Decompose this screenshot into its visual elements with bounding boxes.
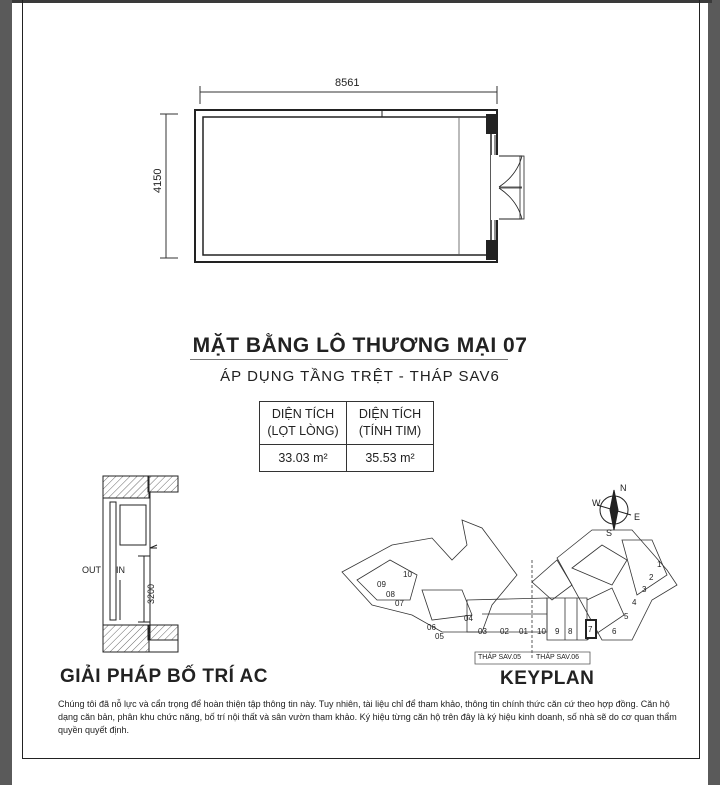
- compass-rose: [597, 490, 631, 530]
- keyplan-unit-09: 09: [377, 580, 386, 589]
- plan-height-label: 4150: [152, 168, 164, 193]
- disclaimer-text: Chúng tôi đã nỗ lực và cẩn trọng để hoàn thiện tập thông tin này. Tuy nhiên, tài liệu chỉ để tham khảo, thông tin chính thức căn cứ theo hợp đồng. Căn hộ dạng căn bản, phân khu chức năng, bố trí nội thất và sân vườn tham khảo. Ký hiệu từng căn hộ trên đây là ký hiệu kinh doanh, số nhà sẽ do cơ quan thẩm quyền quyết định.: [58, 699, 677, 735]
- drawing-sheet: [12, 0, 708, 785]
- keyplan-unit-9: 9: [555, 627, 560, 636]
- keyplan-unit-10-right: 10: [537, 627, 546, 636]
- page-title: MẶT BẰNG LÔ THƯƠNG MẠI 07: [192, 334, 528, 357]
- tower-right-label: THÁP SAV.06: [536, 654, 580, 661]
- keyplan-unit-02: 02: [500, 627, 509, 636]
- keyplan-unit-01: 01: [519, 627, 528, 636]
- compass-n: N: [620, 483, 627, 493]
- keyplan-unit-2: 2: [649, 573, 654, 582]
- ac-layout-drawing: [103, 476, 178, 652]
- compass-w: W: [592, 498, 601, 508]
- keyplan-unit-06: 06: [427, 623, 436, 632]
- keyplan-unit-5: 5: [624, 612, 629, 621]
- keyplan-unit-07: 07: [395, 599, 404, 608]
- keyplan-unit-8: 8: [568, 627, 573, 636]
- compass-s: S: [606, 528, 613, 538]
- ac-dim-label: 3200: [146, 583, 156, 604]
- keyplan-unit-05: 05: [435, 632, 444, 641]
- area-header-net: DIỆN TÍCH (LỌT LÒNG): [260, 402, 347, 445]
- keyplan-unit-08: 08: [386, 590, 395, 599]
- compass-e: E: [634, 512, 641, 522]
- keyplan-unit-03: 03: [478, 627, 487, 636]
- area-value-net: 33.03 m²: [260, 445, 347, 472]
- area-value-gross: 35.53 m²: [347, 445, 434, 472]
- keyplan-unit-10-left: 10: [403, 570, 412, 579]
- area-table: [259, 401, 434, 472]
- keyplan-title: KEYPLAN: [500, 668, 595, 689]
- keyplan-unit-4: 4: [632, 598, 637, 607]
- keyplan-unit-7-highlighted: 7: [588, 625, 593, 634]
- ac-out-label: OUT: [82, 565, 101, 575]
- ac-section-title: GIẢI PHÁP BỐ TRÍ AC: [60, 666, 268, 687]
- area-header-gross: DIỆN TÍCH (TÍNH TIM): [347, 402, 434, 445]
- keyplan-unit-04: 04: [464, 614, 473, 623]
- plan-width-label: 8561: [335, 77, 360, 89]
- page-subtitle: ÁP DỤNG TẦNG TRỆT - THÁP SAV6: [220, 368, 500, 385]
- ac-in-label: IN: [116, 565, 125, 575]
- keyplan-unit-6: 6: [612, 627, 617, 636]
- title-divider: [190, 359, 508, 360]
- keyplan-unit-1: 1: [657, 560, 662, 569]
- tower-left-label: THÁP SAV.05: [478, 654, 522, 661]
- keyplan-unit-3: 3: [642, 585, 647, 594]
